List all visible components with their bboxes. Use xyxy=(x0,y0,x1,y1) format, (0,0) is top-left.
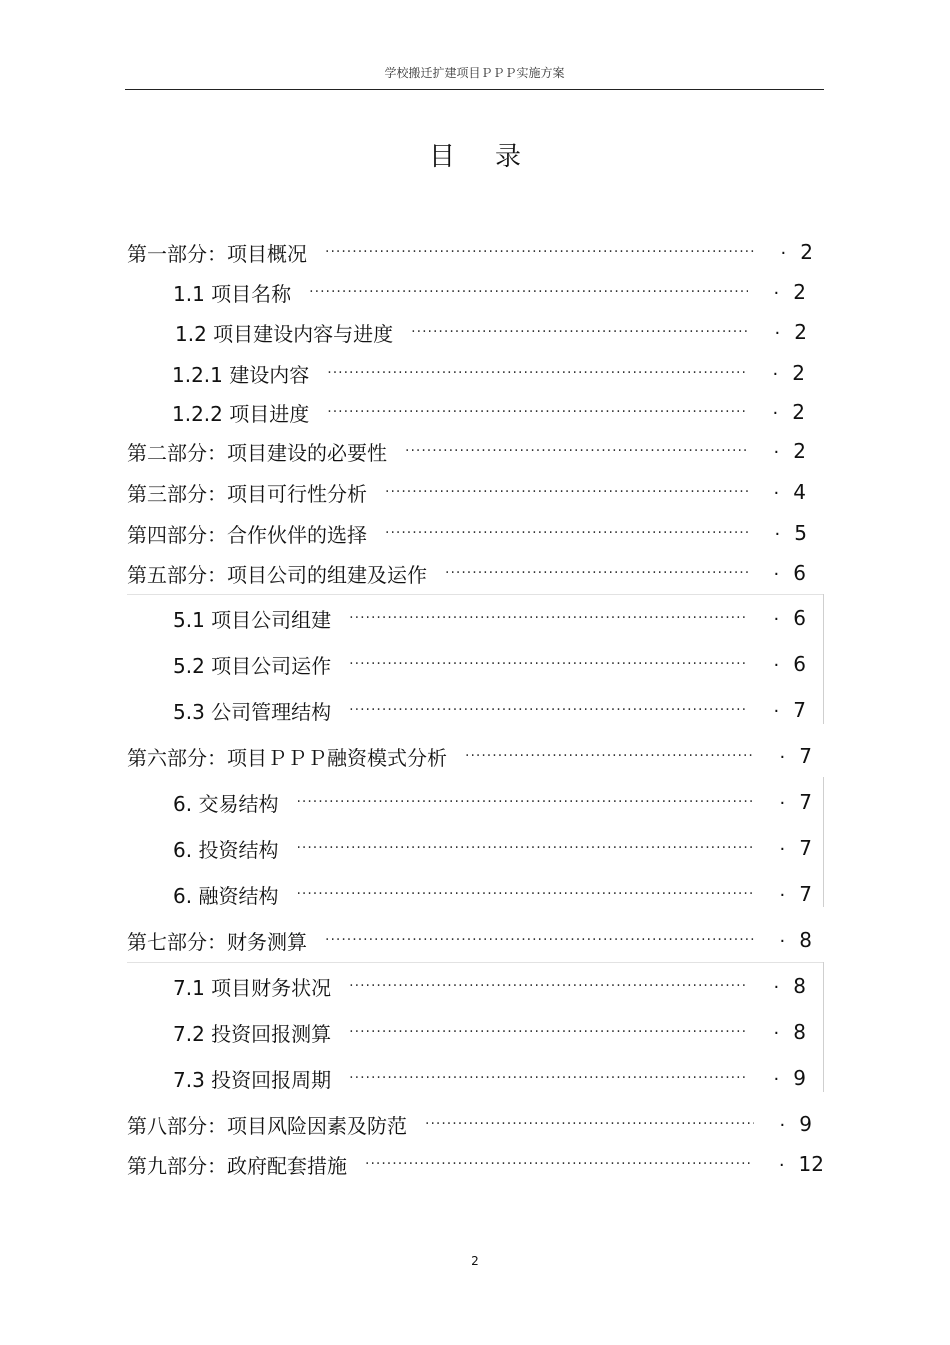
box-border-right xyxy=(823,962,824,1092)
toc-entry-label: 第七部分：财务测算 xyxy=(127,929,307,954)
toc-entry-label: 7.2 投资回报测算 xyxy=(173,1021,332,1046)
toc-entry-label: 6. 交易结构 xyxy=(173,791,279,816)
toc-entry-label: 7.3 投资回报周期 xyxy=(173,1067,332,1092)
toc-entry-label: 1.2.2 项目进度 xyxy=(172,401,310,426)
toc-entry-label: 第三部分：项目可行性分析 xyxy=(127,481,367,506)
toc-entry[interactable] xyxy=(173,833,812,863)
dot-leader xyxy=(385,484,748,500)
toc-entry-page: · 8 xyxy=(780,928,812,952)
toc-entry-page: · 9 xyxy=(780,1112,812,1136)
toc-entry[interactable] xyxy=(173,695,806,725)
toc-entry-page: · 7 xyxy=(774,698,806,722)
toc-entry-page: · 7 xyxy=(780,744,812,768)
toc-entry-label: 第六部分：项目ＰＰＰ融资模式分析 xyxy=(127,745,447,770)
toc-entry-page: · 2 xyxy=(775,320,807,344)
toc-entry[interactable] xyxy=(173,277,806,307)
toc-entry-page: · 7 xyxy=(780,882,812,906)
toc-entry-page: · 7 xyxy=(780,790,812,814)
toc-entry-label: 1.2 项目建设内容与进度 xyxy=(175,321,394,346)
toc-entry-label: 第九部分：政府配套措施 xyxy=(127,1153,347,1178)
toc-entry[interactable] xyxy=(127,741,812,771)
toc-entry-page: · 9 xyxy=(774,1066,806,1090)
toc-entry-label: 第一部分：项目概况 xyxy=(127,241,307,266)
dot-leader xyxy=(296,840,753,856)
running-header: 学校搬迁扩建项目ＰＰＰ实施方案 xyxy=(384,66,565,80)
toc-entry-label: 6. 投资结构 xyxy=(173,837,279,862)
dot-leader xyxy=(349,978,747,994)
toc-entry-page: · 12 xyxy=(779,1152,824,1176)
toc-entry-label: 1.2.1 建设内容 xyxy=(172,362,310,387)
toc-entry[interactable] xyxy=(127,1149,824,1179)
toc-entry-page: · 5 xyxy=(775,521,807,545)
header-rule xyxy=(125,89,824,90)
dot-leader xyxy=(465,748,754,764)
toc-entry-page: · 4 xyxy=(774,480,806,504)
toc-entry-label: 第五部分：项目公司的组建及运作 xyxy=(127,562,427,587)
toc-entry[interactable] xyxy=(173,1017,806,1047)
dot-leader xyxy=(425,1116,754,1132)
toc-entry-page: · 2 xyxy=(774,280,806,304)
box-border-top xyxy=(127,594,823,595)
dot-leader xyxy=(445,565,748,581)
page-number: 2 xyxy=(471,1254,479,1268)
toc-entry-page: · 7 xyxy=(780,836,812,860)
dot-leader xyxy=(296,794,753,810)
toc-entry[interactable] xyxy=(127,1109,812,1139)
dot-leader xyxy=(325,244,755,260)
toc-entry[interactable] xyxy=(127,436,806,466)
toc-entry-label: 第八部分：项目风险因素及防范 xyxy=(127,1113,407,1138)
toc-entry-page: · 2 xyxy=(774,439,806,463)
toc-entry[interactable] xyxy=(172,397,805,427)
dot-leader xyxy=(385,525,749,541)
toc-entry[interactable] xyxy=(173,971,806,1001)
toc-entry[interactable] xyxy=(173,649,806,679)
toc-entry-page: · 2 xyxy=(773,400,805,424)
toc-entry-label: 7.1 项目财务状况 xyxy=(173,975,332,1000)
dot-leader xyxy=(296,886,753,902)
toc-entry[interactable] xyxy=(173,787,812,817)
dot-leader xyxy=(349,702,747,718)
dot-leader xyxy=(405,443,748,459)
dot-leader xyxy=(349,1070,747,1086)
dot-leader xyxy=(411,324,748,340)
toc-entry-label: 5.3 公司管理结构 xyxy=(173,699,332,724)
toc-entry[interactable] xyxy=(175,317,807,347)
toc-entry-label: 1.1 项目名称 xyxy=(173,281,292,306)
toc-title: 目录 xyxy=(428,142,561,172)
toc-entry-page: · 2 xyxy=(781,240,813,264)
toc-entry-page: · 6 xyxy=(774,561,806,585)
dot-leader xyxy=(327,365,746,381)
toc-entry-label: 第四部分：合作伙伴的选择 xyxy=(127,522,367,547)
toc-entry-label: 5.1 项目公司组建 xyxy=(173,607,332,632)
toc-entry-page: · 6 xyxy=(774,652,806,676)
toc-entry[interactable] xyxy=(127,237,813,267)
dot-leader xyxy=(349,1024,747,1040)
toc-entry-page: · 6 xyxy=(774,606,806,630)
toc-entry[interactable] xyxy=(127,518,807,548)
toc-entry-label: 第二部分：项目建设的必要性 xyxy=(127,440,387,465)
toc-entry[interactable] xyxy=(173,1063,806,1093)
toc-entry-page: · 2 xyxy=(773,361,805,385)
toc-entry[interactable] xyxy=(172,358,805,388)
box-border-right xyxy=(823,777,824,907)
toc-entry[interactable] xyxy=(127,925,812,955)
toc-entry[interactable] xyxy=(127,558,806,588)
dot-leader xyxy=(327,404,746,420)
dot-leader xyxy=(325,932,754,948)
toc-entry[interactable] xyxy=(173,603,806,633)
toc-entry-page: · 8 xyxy=(774,974,806,998)
toc-entry[interactable] xyxy=(173,879,812,909)
toc-entry-label: 5.2 项目公司运作 xyxy=(173,653,332,678)
toc-entry-page: · 8 xyxy=(774,1020,806,1044)
dot-leader xyxy=(309,284,747,300)
dot-leader xyxy=(365,1156,753,1172)
box-border-right xyxy=(823,594,824,724)
toc-entry[interactable] xyxy=(127,477,806,507)
box-border-top xyxy=(127,962,823,963)
dot-leader xyxy=(349,610,747,626)
dot-leader xyxy=(349,656,747,672)
toc-entry-label: 6. 融资结构 xyxy=(173,883,279,908)
